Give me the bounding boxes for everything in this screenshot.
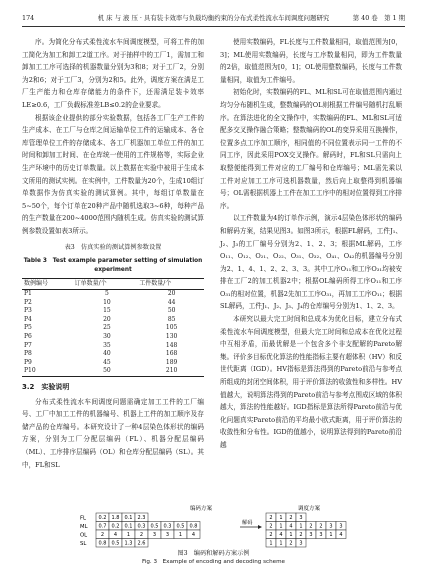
table-cell: 85 <box>167 315 176 323</box>
row-label: OL <box>80 532 88 539</box>
gene-value: 3 <box>165 532 170 539</box>
schedule-value: 1 <box>329 532 333 539</box>
table-cell: 50 <box>167 307 176 315</box>
table-caption-zh: 表3 仿真实验的测试算例参数设置 <box>64 243 162 251</box>
schedule-value: 3 <box>299 540 303 547</box>
paragraph: 序。为简化分布式柔性流水车间调度模型，可将工件的加工简化为加工和卸工2道工序。对于抽样中的工厂1，需加工和卸加工工序可选择的机器数量分别为3和8；对于工厂2，分别为2和6；对于工厂3，分别为2和5。此外，调度方案在满足工厂生产能力和仓库存储能力的条件下，还需满足装卡效率LE≥0.6，工厂负载标准差LB≤0.2的企业要求。 <box>22 38 204 109</box>
decode-label: 解码 <box>242 520 253 526</box>
gene-value: 0.3 <box>163 523 172 530</box>
table-row <box>22 316 204 325</box>
schedule-value: 1 <box>269 540 273 547</box>
table-row <box>22 359 204 368</box>
gene-value: 2 <box>100 532 105 539</box>
table-cell: 148 <box>165 341 178 349</box>
gene-value: 0.3 <box>137 523 146 530</box>
table-cell: P1 <box>24 290 32 298</box>
volume-issue: 第 40 卷 第 1 期 <box>352 14 405 22</box>
gene-value: 0.7 <box>98 523 107 530</box>
schedule-value: 2 <box>289 515 293 522</box>
schedule-value: 2 <box>319 523 323 530</box>
gene-value: 0.8 <box>98 540 107 547</box>
table-cell: 105 <box>165 324 178 332</box>
table-cell: 210 <box>139 367 204 376</box>
paragraph: 分布式柔性流水车间调度问题需确定加工工件的工厂编号、工厂中加工工件的机器编号、机器上工件的加工顺序及存储产品的仓库编号。本研究设计了一种4层染色体形状的编码方案，分别为工厂分配层编码（FL）、机器分配层编码（ML）、工序排序层编码（OL）和仓库分配层编码（SL）。其中，FL和SL <box>22 397 204 469</box>
table-cell: 20 <box>103 315 111 323</box>
paragraph: 使用实数编码，FL长度与工件数量相同，取值范围为[0，3]；ML使用实数编码，长度与工序数量相同，即为工件数量的2倍，取值范围为[0，1]；OL使用整数编码，长度与工件数量相同，取值为工件编号。 <box>220 38 402 84</box>
schedule-value: 1 <box>279 515 283 522</box>
table-cell: 168 <box>165 350 178 358</box>
gene-value: 1.8 <box>111 515 120 522</box>
table-row <box>22 342 204 351</box>
schedule-value: 4 <box>289 523 293 530</box>
page-header <box>22 10 405 27</box>
gene-value: 2 <box>139 532 144 539</box>
table-cell: P8 <box>24 350 32 358</box>
gene-value: 0.5 <box>111 540 120 547</box>
schedule-value: 4 <box>279 532 283 539</box>
table-cell: 35 <box>103 341 111 349</box>
table-cell: 130 <box>165 333 178 341</box>
parameter-table <box>22 278 204 378</box>
row-label: ML <box>80 523 88 530</box>
gene-value: 3 <box>152 532 157 539</box>
table-cell: 20 <box>167 290 176 298</box>
gene-value: 4 <box>113 532 118 539</box>
row-label: FL <box>80 515 86 522</box>
table-cell: P10 <box>22 367 75 376</box>
result-label: 调度方案 <box>298 506 321 512</box>
encode-label: 编码方案 <box>190 506 213 512</box>
schedule-value: 3 <box>309 532 313 539</box>
gene-value: 0.8 <box>189 523 198 530</box>
encoding-grid <box>80 513 200 547</box>
table-cell: 50 <box>75 367 140 376</box>
schedule-value: 4 <box>339 532 343 539</box>
figure-caption-en: Fig. 3 Example of encoding and decoding scheme <box>142 559 285 565</box>
page-number: 174 <box>22 14 35 22</box>
table-cell: 25 <box>103 324 111 332</box>
table-cell: 30 <box>103 333 111 341</box>
table-cell: P3 <box>24 307 32 315</box>
table-header: 工件数量/个 <box>139 278 204 290</box>
gene-value: 0.5 <box>176 523 185 530</box>
table-cell: 189 <box>165 358 178 366</box>
schedule-value: 2 <box>269 532 273 539</box>
schedule-value: 2 <box>309 523 313 530</box>
table-row <box>22 350 204 359</box>
gene-value: 0.2 <box>111 523 120 530</box>
schedule-value: 2 <box>269 523 273 530</box>
gene-value: 2.6 <box>137 540 146 547</box>
table-cell: 15 <box>103 307 111 315</box>
table-cell: P5 <box>24 324 32 332</box>
schedule-value: 1 <box>299 523 303 530</box>
paragraph: 初始化时，实数编码的FL、ML和SL可在取值范围内通过均匀分布随机生成，整数编码的OL则根据工件编号随机打乱顺序。在算法进化的全文操作中，实数编码的FL、ML和SL可适配多交叉操作融合策略；整数编码的OL的变异采用互换操作，位置多点工序加工顺序，相同值的不同位置表示同一工件的不同工序，因此采用POX交叉操作。解码时，FL和SL只需向上取整便能得到工件对应的工厂编号和仓库编号；ML需先乘以工件对应加工工序可选机器数量，然后向上取整得到机器编号；OL需根据机器上工件在加工工序中的相对位置得到工序排序。 <box>220 88 402 210</box>
gene-value: 0.2 <box>98 515 107 522</box>
schedule-value: 1 <box>289 532 293 539</box>
paragraph: 以工件数量为4的订单作示例，演示4层染色体形状的编码和解码方案，结果见图3。如图3所示，根据FL解码，工件J₁、J₂、J₃的工厂编号分别为2、1、2、3；根据ML解码，工序O₁₁、O₁₂、O₂₁、O₂₂、O₃₁、O₃₂、O₄₁、O₄₂的机器编号分别为2、1、4、1、2、2、3、3。其中工序O₁₁和工序O₃₁均被安排在工厂2的加工机器2中；根据OL编码所得工序O₁₁和工序O₃₁的相对位置，机器2先加工工序O₃₁，再加工工序O₁₁；根据SL解码，工件J₁、J₂、J₃、J₄的仓库编号分别为1、1、2、3。 <box>220 214 402 311</box>
table-cell: P7 <box>24 341 32 349</box>
schedule-value: 3 <box>319 532 323 539</box>
gene-value: 2.3 <box>137 515 146 522</box>
schedule-value: 2 <box>299 532 303 539</box>
arrow-head-icon <box>258 525 262 529</box>
table-cell: 5 <box>105 290 109 298</box>
table-cell: 10 <box>103 298 111 306</box>
running-title: 机 床 与 液 压 · 具有装卡效率与负载均衡约束的分布式柔性流水车间调度问题研究 <box>97 14 330 22</box>
row-label: SL <box>80 540 87 547</box>
right-column <box>220 36 402 452</box>
gene-value: 1 <box>178 532 183 539</box>
table-row <box>22 299 204 308</box>
table-row <box>22 307 204 316</box>
gene-value: 0.1 <box>124 523 133 530</box>
gene-value: 1 <box>126 532 131 539</box>
table-cell: 45 <box>103 358 111 366</box>
schedule-value: 1 <box>279 523 283 530</box>
table-cell: 40 <box>103 350 111 358</box>
table-row <box>22 367 204 376</box>
table-row <box>22 324 204 333</box>
table-caption-en: Table 3 Test example parameter setting of simulation experiment <box>23 257 203 273</box>
table-header: 数例编号 <box>22 278 75 290</box>
schedule-value: 2 <box>289 540 293 547</box>
table-cell: P9 <box>24 358 32 366</box>
table-row <box>22 333 204 342</box>
left-column <box>22 36 204 471</box>
schedule-value: 3 <box>339 523 343 530</box>
gene-value: 0.1 <box>124 515 133 522</box>
figure-caption-zh: 图3 编码和解码方案示例 <box>177 550 250 557</box>
schedule-grid <box>266 513 346 547</box>
schedule-value: 1 <box>279 540 283 547</box>
schedule-value: 2 <box>269 515 273 522</box>
table-cell: P2 <box>24 298 32 306</box>
gene-value: 0.5 <box>150 523 159 530</box>
paragraph: 本研究以最大完工时间和总成本为优化目标，建立分布式柔性流水车间调度模型，但最大完工时间和总成本在优化过程中互相矛盾，而最优解是一个包含多个非支配解的Pareto解集。评价多目标优化算法的性能指标主要有超体积（HV）和反世代距离（IGD）。HV指标是算法得到的Pareto前沿与参考点所组成的封闭空间体积，用于评价算法的收敛性和多样性。HV值越大，说明算法得到的Pareto前沿与参考点围成区域的体积越大，算法的性能越好。IGD指标是算法所得Pareto前沿与优化问题真实Pareto前沿的平均最小欧式距离，用于评价算法的收敛性和分布性。IGD的值越小，说明算法得到的Pareto前沿越 <box>220 315 402 449</box>
table-cell: P6 <box>24 333 32 341</box>
table-header: 订单数量/个 <box>75 278 140 290</box>
schedule-value: 3 <box>329 523 333 530</box>
section-title: 3.2 实验说明 <box>22 383 70 392</box>
paragraph: 根据该企业提供的部分实验数据，包括各工厂生产工件的生产成本、在工厂与仓库之间运输单位工件的运输成本、各仓库管理单位工件的存储成本、各工厂机器加工单位工件的加工时间和卸加工时间、在仓库统一使用的工件规格等，实际企业生产环境中的历史订单数量。以上数据在实验中被用于生成本文所用的测试实例。在实例中，工件数量为20个，生成10组订单数据作为仿真实验的测试算例。其中，每组订单数量在5~50个，每个订单在20种产品中随机选取3~6种，每种产品的生产数量在200~4000范围内随机生成。仿真实验的测试算例参数设置如表3所示。 <box>22 113 204 235</box>
gene-value: 1.3 <box>124 540 133 547</box>
table-cell: 44 <box>167 298 176 306</box>
table-cell: P4 <box>24 315 32 323</box>
table-row <box>22 290 204 299</box>
gene-value: 4 <box>191 532 196 539</box>
schedule-value: 3 <box>299 515 303 522</box>
encoding-figure <box>80 503 350 549</box>
